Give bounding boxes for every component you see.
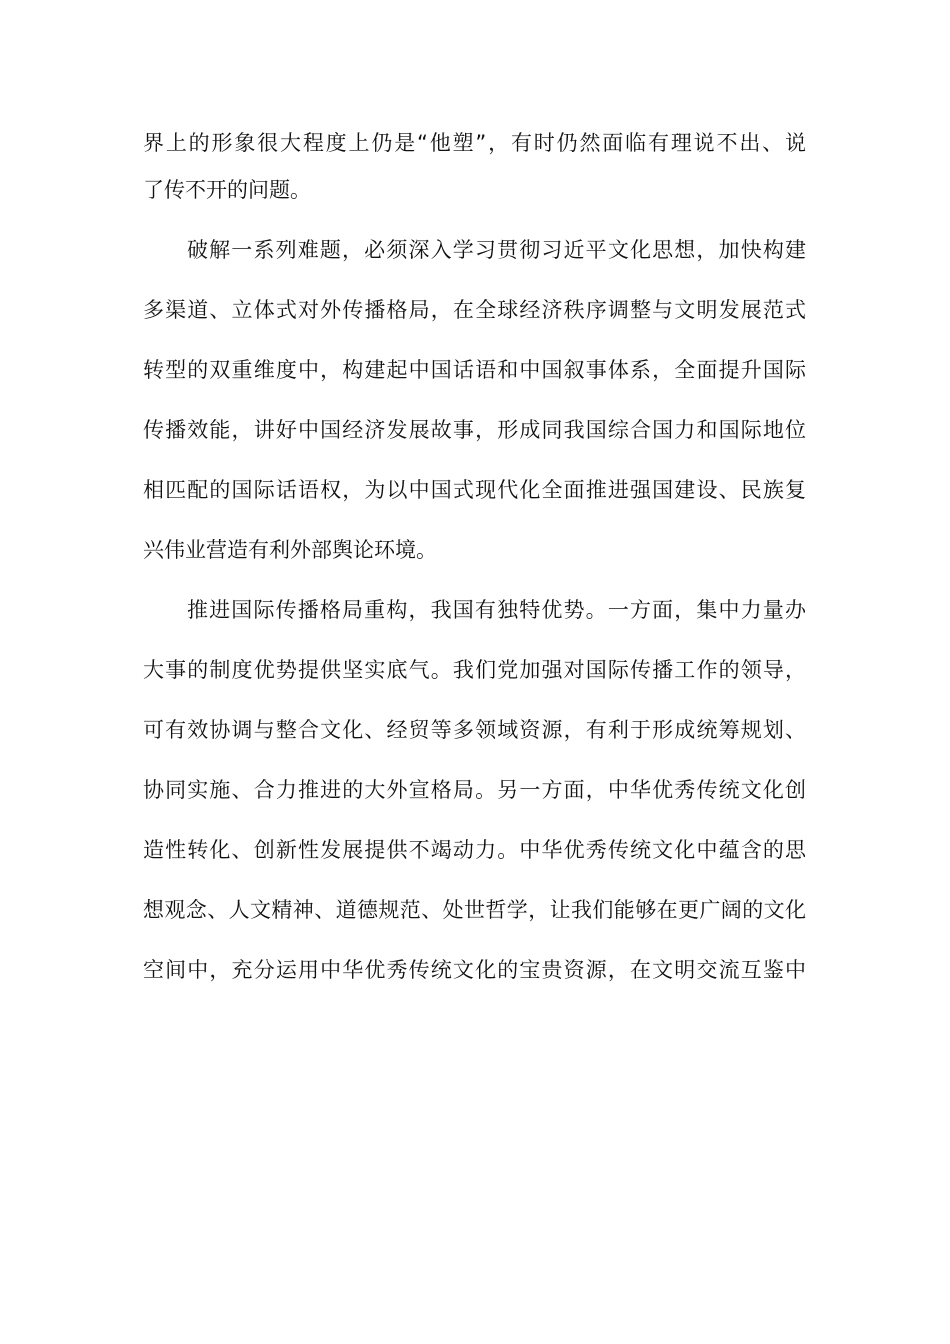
text-line: 可有效协调与整合文化、经贸等多领域资源，有利于形成统筹规划、: [143, 718, 806, 742]
text-line: 造性转化、创新性发展提供不竭动力。中华优秀传统文化中蕴含的思: [143, 838, 806, 862]
text-line: 转型的双重维度中，构建起中国话语和中国叙事体系，全面提升国际: [143, 358, 806, 382]
text-line: 大事的制度优势提供坚实底气。我们党加强对国际传播工作的领导，: [143, 658, 806, 682]
text-line: 空间中，充分运用中华优秀传统文化的宝贵资源，在文明交流互鉴中: [143, 958, 806, 982]
text-line: 界上的形象很大程度上仍是“他塑”，有时仍然面临有理说不出、说: [143, 131, 806, 155]
text-line: 想观念、人文精神、道德规范、处世哲学，让我们能够在更广阔的文化: [143, 898, 806, 922]
text-line: 多渠道、立体式对外传播格局，在全球经济秩序调整与文明发展范式: [143, 298, 806, 322]
text-line: 传播效能，讲好中国经济发展故事，形成同我国综合国力和国际地位: [143, 418, 806, 442]
paragraph-first-line: 推进国际传播格局重构，我国有独特优势。一方面，集中力量办: [187, 598, 806, 622]
document-page: [143, 128, 806, 1015]
text-line: 协同实施、合力推进的大外宣格局。另一方面，中华优秀传统文化创: [143, 778, 806, 802]
text-line: 相匹配的国际话语权，为以中国式现代化全面推进强国建设、民族复: [143, 478, 806, 502]
text-line: 了传不开的问题。: [143, 178, 311, 202]
text-line: 兴伟业营造有利外部舆论环境。: [143, 538, 437, 562]
paragraph-first-line: 破解一系列难题，必须深入学习贯彻习近平文化思想，加快构建: [187, 238, 806, 262]
